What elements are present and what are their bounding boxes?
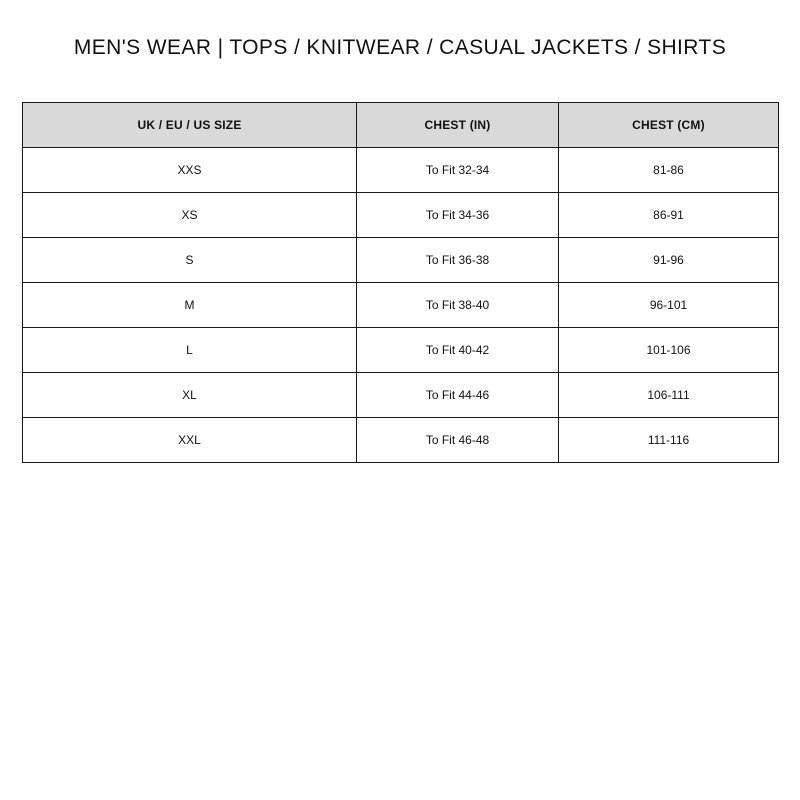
table-row — [23, 418, 779, 463]
cell-chest-in: To Fit 44-46 — [357, 373, 559, 418]
cell-size: XXS — [23, 148, 357, 193]
cell-chest-cm: 101-106 — [559, 328, 779, 373]
page-title: MEN'S WEAR | TOPS / KNITWEAR / CASUAL JACKETS / SHIRTS — [73, 36, 727, 59]
table-row — [23, 193, 779, 238]
cell-size: M — [23, 283, 357, 328]
table-row — [23, 148, 779, 193]
cell-chest-cm: 106-111 — [559, 373, 779, 418]
header-chest-in: CHEST (IN) — [357, 103, 559, 148]
header-chest-cm: CHEST (CM) — [559, 103, 779, 148]
cell-chest-cm: 96-101 — [559, 283, 779, 328]
table-header-row — [23, 103, 779, 148]
cell-chest-cm: 86-91 — [559, 193, 779, 238]
header-size: UK / EU / US SIZE — [23, 103, 357, 148]
cell-chest-in: To Fit 46-48 — [357, 418, 559, 463]
cell-size: XS — [23, 193, 357, 238]
size-chart-table — [22, 102, 779, 463]
table-row — [23, 283, 779, 328]
cell-size: L — [23, 328, 357, 373]
table-row — [23, 328, 779, 373]
cell-chest-in: To Fit 32-34 — [357, 148, 559, 193]
table-row — [23, 373, 779, 418]
cell-chest-in: To Fit 34-36 — [357, 193, 559, 238]
cell-chest-cm: 91-96 — [559, 238, 779, 283]
cell-chest-cm: 111-116 — [559, 418, 779, 463]
cell-size: S — [23, 238, 357, 283]
cell-size: XL — [23, 373, 357, 418]
table-row — [23, 238, 779, 283]
cell-size: XXL — [23, 418, 357, 463]
cell-chest-in: To Fit 36-38 — [357, 238, 559, 283]
cell-chest-in: To Fit 40-42 — [357, 328, 559, 373]
cell-chest-in: To Fit 38-40 — [357, 283, 559, 328]
cell-chest-cm: 81-86 — [559, 148, 779, 193]
